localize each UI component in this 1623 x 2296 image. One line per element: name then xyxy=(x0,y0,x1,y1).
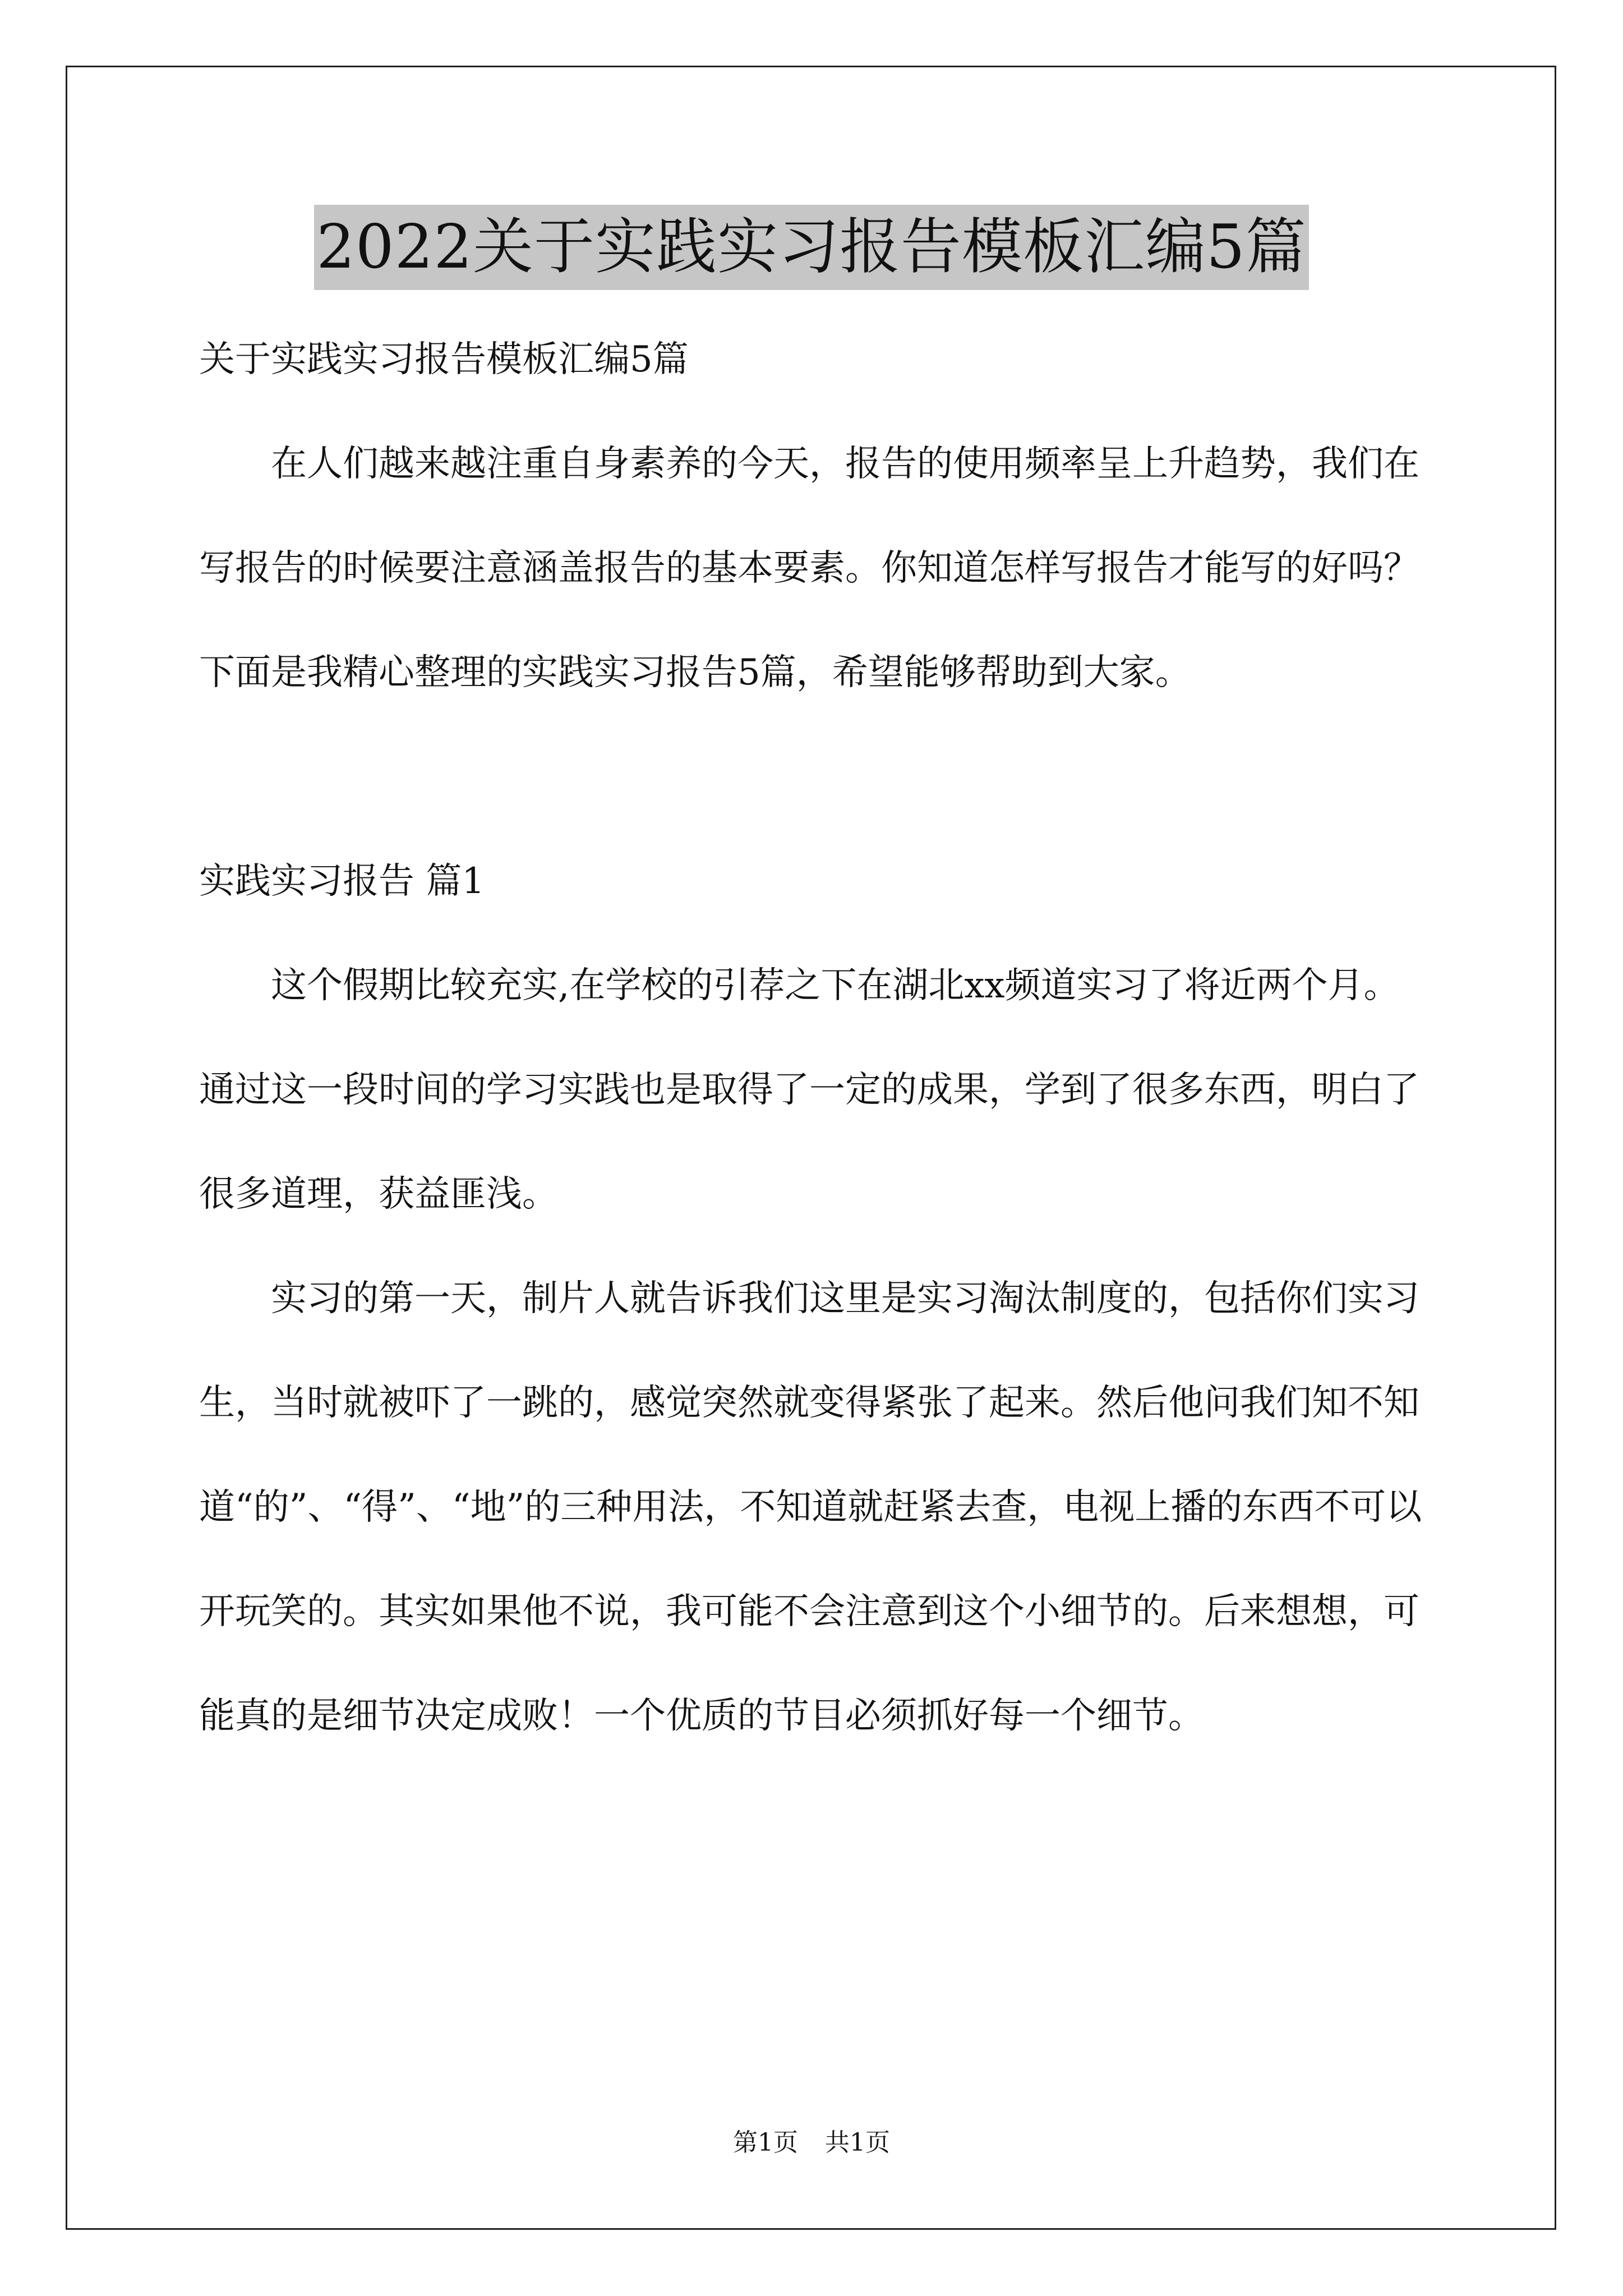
title-area xyxy=(0,205,1623,290)
page-footer xyxy=(0,2126,1623,2160)
document-subtitle: 关于实践实习报告模板汇编5篇 xyxy=(199,339,689,380)
section-heading: 实践实习报告 篇1 xyxy=(199,861,485,902)
document-title: 2022关于实践实习报告模板汇编5篇 xyxy=(314,205,1309,290)
body-paragraph: 这个假期比较充实,在学校的引荐之下在湖北xx频道实习了将近两个月。通过这一段时间的学习实践也是取得了一定的成果，学到了很多东西，明白了很多道理，获益匪浅。 xyxy=(199,965,1419,1215)
intro-paragraph: 在人们越来越注重自身素养的今天，报告的使用频率呈上升趋势，我们在写报告的时候要注意涵盖报告的基本要素。你知道怎样写报告才能写的好吗？下面是我精心整理的实践实习报告5篇，希望能够帮助到大家。 xyxy=(199,443,1419,693)
document-body xyxy=(199,307,1427,1768)
page-number: 第1页 xyxy=(733,2128,798,2157)
body-paragraph: 实习的第一天，制片人就告诉我们这里是实习淘汰制度的，包括你们实习生，当时就被吓了一跳的，感觉突然就变得紧张了起来。然后他问我们知不知道“的”、“得”、“地”的三种用法，不知道就赶紧去查，电视上播的东西不可以开玩笑的。其实如果他不说，我可能不会注意到这个小细节的。后来想想，可能真的是细节决定成败！一个优质的节目必须抓好每一个细节。 xyxy=(199,1278,1422,1737)
section-spacer xyxy=(199,725,1427,829)
page-total: 共1页 xyxy=(825,2128,890,2157)
